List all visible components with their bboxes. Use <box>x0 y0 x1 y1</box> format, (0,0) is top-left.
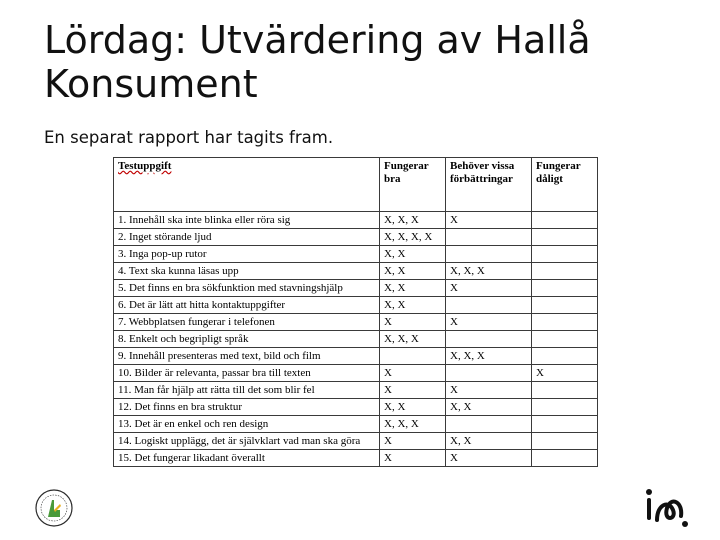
task-cell: 9. Innehåll presenteras med text, bild och film <box>114 348 380 365</box>
needs-improvement-cell <box>446 331 532 348</box>
needs-improvement-cell: X, X, X <box>446 263 532 280</box>
works-well-cell: X, X, X <box>380 416 446 433</box>
works-well-cell: X <box>380 450 446 467</box>
works-well-cell: X, X <box>380 297 446 314</box>
works-poorly-cell <box>532 416 598 433</box>
works-well-cell: X, X, X <box>380 212 446 229</box>
needs-improvement-cell: X, X <box>446 399 532 416</box>
table-row <box>114 348 598 365</box>
works-well-cell: X <box>380 365 446 382</box>
works-well-cell: X, X <box>380 280 446 297</box>
needs-improvement-cell: X <box>446 382 532 399</box>
task-cell: 1. Innehåll ska inte blinka eller röra sig <box>114 212 380 229</box>
task-cell: 7. Webbplatsen fungerar i telefonen <box>114 314 380 331</box>
organization-logo-icon <box>34 488 74 528</box>
works-poorly-cell <box>532 263 598 280</box>
task-cell: 11. Man får hjälp att rätta till det som blir fel <box>114 382 380 399</box>
task-cell: 6. Det är lätt att hitta kontaktuppgifter <box>114 297 380 314</box>
table-row <box>114 280 598 297</box>
header-works-well: Fungerar bra <box>380 158 446 212</box>
works-well-cell: X, X, X <box>380 331 446 348</box>
works-poorly-cell <box>532 348 598 365</box>
table-row <box>114 416 598 433</box>
task-cell: 10. Bilder är relevanta, passar bra till texten <box>114 365 380 382</box>
needs-improvement-cell: X, X, X <box>446 348 532 365</box>
needs-improvement-cell: X <box>446 212 532 229</box>
header-works-poorly: Fungerar dåligt <box>532 158 598 212</box>
table-row <box>114 382 598 399</box>
table-row <box>114 263 598 280</box>
needs-improvement-cell: X <box>446 314 532 331</box>
task-cell: 2. Inget störande ljud <box>114 229 380 246</box>
evaluation-table <box>113 157 598 467</box>
task-cell: 3. Inga pop-up rutor <box>114 246 380 263</box>
needs-improvement-cell: X <box>446 450 532 467</box>
works-poorly-cell <box>532 229 598 246</box>
needs-improvement-cell <box>446 229 532 246</box>
table-row <box>114 365 598 382</box>
works-poorly-cell <box>532 433 598 450</box>
task-cell: 14. Logiskt upplägg, det är självklart vad man ska göra <box>114 433 380 450</box>
needs-improvement-cell <box>446 365 532 382</box>
works-well-cell: X, X <box>380 399 446 416</box>
table-row <box>114 246 598 263</box>
works-poorly-cell <box>532 331 598 348</box>
needs-improvement-cell <box>446 416 532 433</box>
brand-logo-icon <box>641 486 693 530</box>
task-cell: 13. Det är en enkel och ren design <box>114 416 380 433</box>
table-row <box>114 331 598 348</box>
header-needs-improvement: Behöver vissa förbättringar <box>446 158 532 212</box>
works-well-cell: X <box>380 382 446 399</box>
table-row <box>114 450 598 467</box>
needs-improvement-cell: X, X <box>446 433 532 450</box>
works-poorly-cell <box>532 399 598 416</box>
task-cell: 4. Text ska kunna läsas upp <box>114 263 380 280</box>
task-cell: 12. Det finns en bra struktur <box>114 399 380 416</box>
slide-subtitle: En separat rapport har tagits fram. <box>44 128 334 147</box>
table-row <box>114 297 598 314</box>
table-header-row <box>114 158 598 212</box>
works-poorly-cell <box>532 382 598 399</box>
works-well-cell: X, X <box>380 246 446 263</box>
task-cell: 5. Det finns en bra sökfunktion med stavningshjälp <box>114 280 380 297</box>
needs-improvement-cell <box>446 246 532 263</box>
works-well-cell <box>380 348 446 365</box>
works-poorly-cell: X <box>532 365 598 382</box>
works-poorly-cell <box>532 212 598 229</box>
table-row <box>114 433 598 450</box>
works-poorly-cell <box>532 314 598 331</box>
task-cell: 15. Det fungerar likadant överallt <box>114 450 380 467</box>
works-well-cell: X, X, X, X <box>380 229 446 246</box>
table-row <box>114 212 598 229</box>
header-task: Testuppgift <box>114 158 380 212</box>
works-poorly-cell <box>532 246 598 263</box>
works-poorly-cell <box>532 280 598 297</box>
table-row <box>114 314 598 331</box>
works-well-cell: X, X <box>380 263 446 280</box>
needs-improvement-cell: X <box>446 280 532 297</box>
task-cell: 8. Enkelt och begripligt språk <box>114 331 380 348</box>
works-poorly-cell <box>532 450 598 467</box>
works-well-cell: X <box>380 314 446 331</box>
works-poorly-cell <box>532 297 598 314</box>
works-well-cell: X <box>380 433 446 450</box>
table-row <box>114 229 598 246</box>
slide-title: Lördag: Utvärdering av Hallå Konsument <box>44 18 591 106</box>
needs-improvement-cell <box>446 297 532 314</box>
table-row <box>114 399 598 416</box>
